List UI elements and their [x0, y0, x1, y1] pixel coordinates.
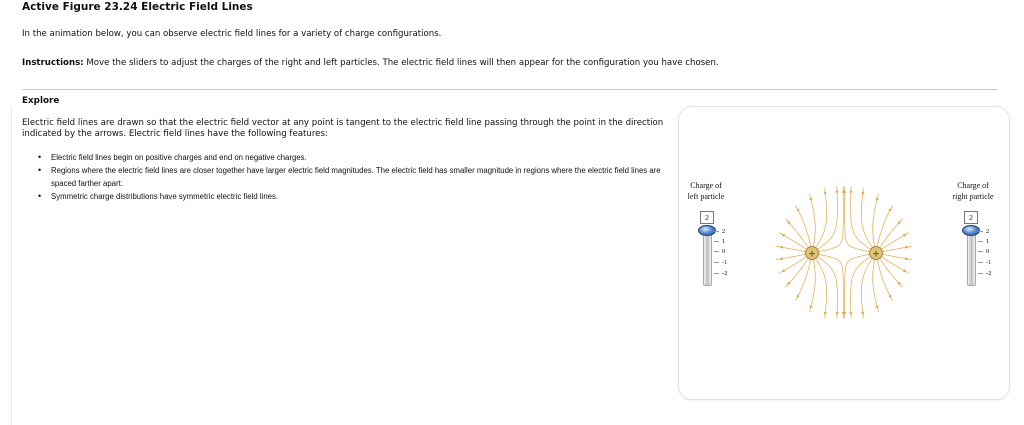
left-charge-symbol: + — [808, 249, 816, 260]
right-charge — [870, 247, 883, 260]
left-tick: 1 — [714, 238, 725, 246]
field-line — [861, 188, 872, 247]
instructions — [22, 58, 719, 68]
field-lines-diagram — [765, 185, 925, 320]
field-line — [809, 260, 815, 312]
field-line — [819, 254, 843, 318]
features-list — [38, 151, 678, 203]
field-arrow-icon — [809, 197, 812, 201]
field-arrow-icon — [835, 189, 838, 192]
field-arrow-icon — [905, 257, 908, 260]
right-charge-label — [942, 180, 1004, 202]
list-item: • Electric field lines begin on positive charges and end on negative charges. — [38, 151, 678, 164]
field-line — [819, 187, 843, 252]
left-charge — [806, 247, 819, 260]
field-line — [851, 257, 871, 319]
field-line — [816, 188, 827, 247]
right-tick: 0 — [978, 248, 989, 256]
explore-paragraph: Electric field lines are drawn so that the electric field vector at any point is tangent to the electric field line passing through the point in the direction indicated by the arrows. Electric field lines have the following features: — [22, 118, 664, 139]
field-arrow-icon — [849, 189, 852, 192]
field-line — [873, 194, 879, 246]
field-arrow-icon — [835, 312, 838, 315]
right-tick: -2 — [978, 270, 991, 278]
intro-text: In the animation below, you can observe electric field lines for a variety of charge configurations. — [22, 29, 442, 39]
content-frame-edge — [11, 106, 12, 425]
left-tick: -2 — [714, 270, 727, 278]
field-lines — [776, 186, 912, 318]
left-charge-label-line2: left particle — [687, 192, 725, 201]
right-charge-label-line1: Charge of — [957, 181, 989, 190]
left-charge-label-line1: Charge of — [690, 181, 722, 190]
left-tick: 2 — [714, 228, 725, 236]
field-line — [861, 259, 872, 318]
instructions-label: Instructions: — [22, 58, 84, 68]
right-charge-slider-track[interactable] — [967, 230, 976, 286]
field-arrow-icon — [849, 312, 852, 315]
field-arrow-icon — [905, 246, 908, 249]
right-tick: -1 — [978, 259, 991, 267]
explore-heading: Explore — [22, 96, 60, 106]
field-line — [873, 260, 879, 312]
field-line — [845, 254, 869, 318]
left-tick: 0 — [714, 248, 725, 256]
list-item: • Symmetric charge distributions have symmetric electric field lines. — [38, 190, 678, 203]
right-charge-symbol: + — [872, 249, 880, 260]
page-title: Active Figure 23.24 Electric Field Lines — [22, 1, 253, 13]
divider — [22, 89, 997, 90]
field-arrow-icon — [809, 306, 812, 310]
field-line — [845, 187, 869, 252]
field-arrow-icon — [779, 257, 782, 260]
field-line — [818, 257, 838, 319]
left-charge-slider-track[interactable] — [703, 230, 712, 286]
left-tick: -1 — [714, 259, 727, 267]
left-charge-label — [676, 180, 736, 202]
field-line — [816, 259, 827, 318]
instructions-text: Move the sliders to adjust the charges of the right and left particles. The electric field lines will then appear for the configuration you have chosen. — [83, 58, 719, 68]
field-arrow-icon — [875, 197, 878, 201]
right-charge-label-line2: right particle — [952, 192, 994, 201]
right-tick: 2 — [978, 228, 989, 236]
right-charge-value: 2 — [964, 211, 978, 224]
field-arrow-icon — [779, 246, 782, 249]
right-tick: 1 — [978, 238, 989, 246]
left-charge-value: 2 — [700, 211, 714, 224]
field-line — [809, 194, 815, 246]
field-arrow-icon — [875, 306, 878, 310]
list-item: • Regions where the electric field lines are closer together have larger electric field magnitudes. The electric field has smaller magnitude in regions where the electric field lines are spaced farther apart. — [38, 164, 678, 190]
